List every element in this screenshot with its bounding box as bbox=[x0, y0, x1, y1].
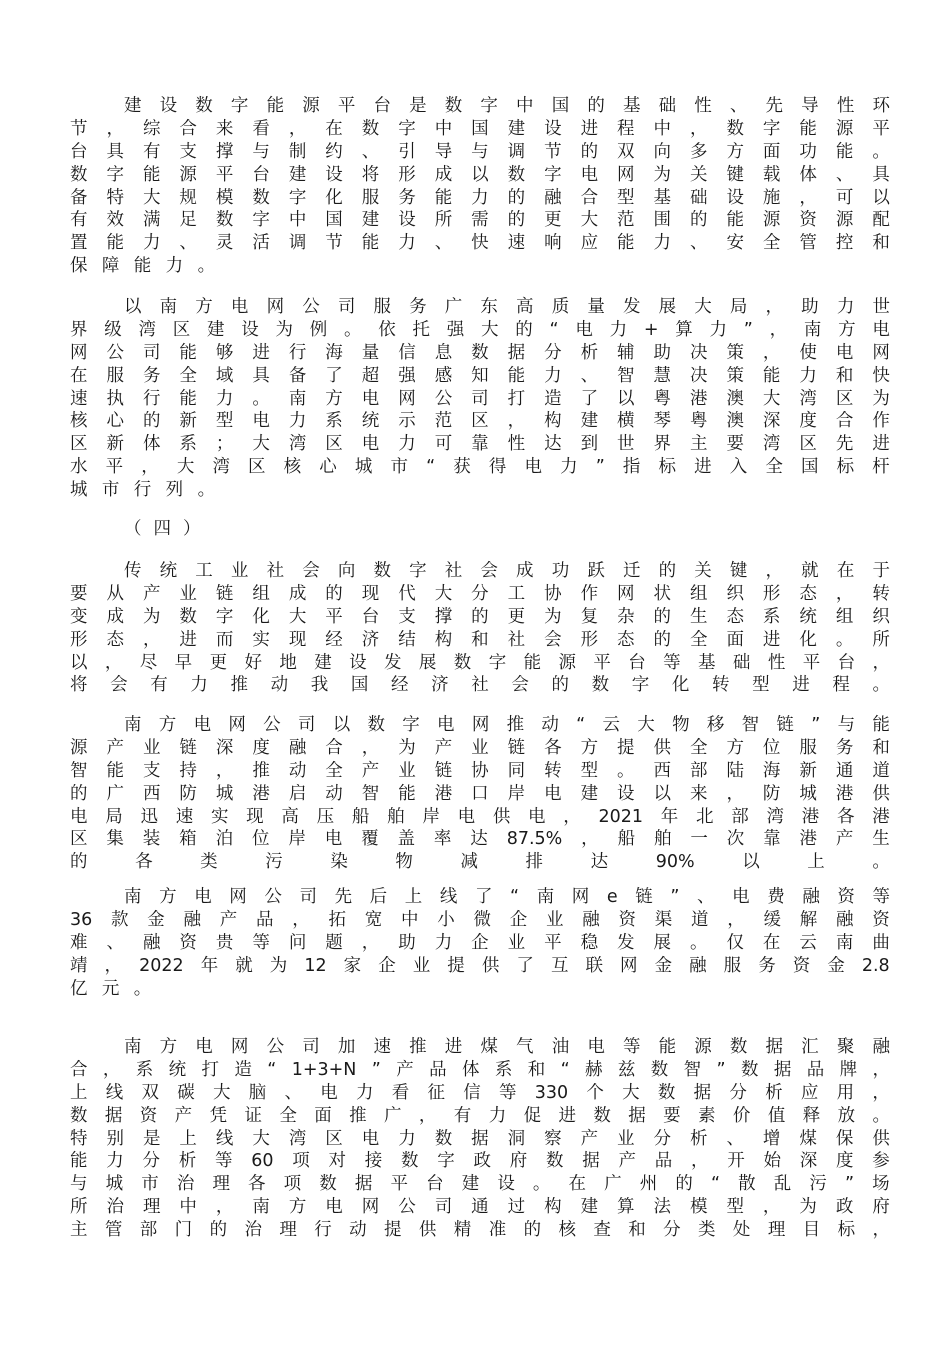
text-line: 上 线 双 碳 大 脑 、 电 力 看 征 信 等 330 个 大 数 据 分 析 应 用 ， bbox=[70, 1082, 890, 1103]
text-line: 保 障 能 力 。 bbox=[70, 256, 216, 277]
text-line: 靖 ， 2022 年 就 为 12 家 企 业 提 供 了 互 联 网 金 融 服 务 资 金 2.8 bbox=[70, 955, 890, 976]
text-line: 能 力 分 析 等 60 项 对 接 数 字 政 府 数 据 产 品 ， 开 始 深 度 参 bbox=[70, 1151, 890, 1172]
text-line: 电 局 迅 速 实 现 高 压 船 舶 岸 电 供 电 ， 2021 年 北 部 湾 港 各 港 bbox=[70, 806, 890, 827]
paragraph-2 bbox=[70, 296, 890, 502]
text-line: 备 特 大 规 模 数 字 化 服 务 能 力 的 融 合 型 基 础 设 施 ， 可 以 bbox=[70, 187, 890, 208]
text-line: 节 ， 综 合 来 看 ， 在 数 字 中 国 建 设 进 程 中 ， 数 字 能 源 平 bbox=[70, 118, 890, 139]
text-line: 数 据 资 产 凭 证 全 面 推 广 ， 有 力 促 进 数 据 要 素 价 值 释 放 。 bbox=[70, 1105, 890, 1126]
text-line: 置 能 力 、 灵 活 调 节 能 力 、 快 速 响 应 能 力 、 安 全 管 控 和 bbox=[70, 233, 890, 254]
text-line: 以 ， 尽 早 更 好 地 建 设 发 展 数 字 能 源 平 台 等 基 础 性 平 台 ， bbox=[70, 652, 890, 673]
text-line: 主 管 部 门 的 治 理 行 动 提 供 精 准 的 核 查 和 分 类 处 理 目 标 ， bbox=[70, 1220, 890, 1241]
text-line: 速 执 行 能 力 。 南 方 电 网 公 司 打 造 了 以 粤 港 澳 大 湾 区 为 bbox=[70, 388, 890, 409]
text-line: 核 心 的 新 型 电 力 系 统 示 范 区 ， 构 建 横 琴 粤 澳 深 度 合 作 bbox=[70, 411, 890, 432]
text-line: 合 ， 系 统 打 造 “ 1+3+N ” 产 品 体 系 和 “ 赫 兹 数 智 ” 数 据 品 牌 ， bbox=[70, 1059, 890, 1080]
paragraph-6 bbox=[70, 1036, 890, 1242]
paragraph-4 bbox=[70, 714, 890, 874]
text-line: 南 方 电 网 公 司 加 速 推 进 煤 气 油 电 等 能 源 数 据 汇 聚 融 bbox=[124, 1037, 890, 1057]
paragraph-5 bbox=[70, 886, 890, 1000]
text-line: 台 具 有 支 撑 与 制 约 、 引 导 与 调 节 的 双 向 多 方 面 功 能 。 bbox=[70, 141, 890, 162]
text-line: 以 南 方 电 网 公 司 服 务 广 东 高 质 量 发 展 大 局 ， 助 力 世 bbox=[124, 297, 890, 317]
text-line: 建 设 数 字 能 源 平 台 是 数 字 中 国 的 基 础 性 、 先 导 性 环 bbox=[124, 96, 890, 116]
text-line: 的 各 类 污 染 物 减 排 达 90% 以 上 。 bbox=[70, 852, 890, 873]
text-line: 传 统 工 业 社 会 向 数 字 社 会 成 功 跃 迁 的 关 键 ， 就 在 于 bbox=[124, 561, 890, 581]
paragraph-3 bbox=[70, 560, 890, 697]
text-line: 难 、 融 资 贵 等 问 题 ， 助 力 企 业 平 稳 发 展 。 仅 在 云 南 曲 bbox=[70, 932, 890, 953]
text-line: 南 方 电 网 公 司 以 数 字 电 网 推 动 “ 云 大 物 移 智 链 ” 与 能 bbox=[124, 715, 890, 735]
text-line: 特 别 是 上 线 大 湾 区 电 力 数 据 洞 察 产 业 分 析 、 增 煤 保 供 bbox=[70, 1128, 890, 1149]
section-heading: （四） bbox=[124, 519, 213, 539]
text-line: 形 态 ， 进 而 实 现 经 济 结 构 和 社 会 形 态 的 全 面 进 化 。 所 bbox=[70, 629, 890, 650]
text-line: 与 城 市 治 理 各 项 数 据 平 台 建 设 。 在 广 州 的 “ 散 乱 污 ” 场 bbox=[70, 1174, 890, 1195]
text-line: 变 成 为 数 字 化 大 平 台 支 撑 的 更 为 复 杂 的 生 态 系 统 组 织 bbox=[70, 606, 890, 627]
text-line: 所 治 理 中 ， 南 方 电 网 公 司 通 过 构 建 算 法 模 型 ， 为 政 府 bbox=[70, 1197, 890, 1218]
text-line: 36 款 金 融 产 品 ， 拓 宽 中 小 微 企 业 融 资 渠 道 ， 缓 解 融 资 bbox=[70, 909, 890, 930]
text-line: 城 市 行 列 。 bbox=[70, 480, 216, 501]
text-line: 要 从 产 业 链 组 成 的 现 代 大 分 工 协 作 网 状 组 织 形 态 ， 转 bbox=[70, 583, 890, 604]
text-line: 水 平 ， 大 湾 区 核 心 城 市 “ 获 得 电 力 ” 指 标 进 入 全 国 标 杆 bbox=[70, 457, 890, 478]
text-line: 南 方 电 网 公 司 先 后 上 线 了 “ 南 网 e 链 ” 、 电 费 融 资 等 bbox=[124, 887, 890, 907]
text-line: 源 产 业 链 深 度 融 合 ， 为 产 业 链 各 方 提 供 全 方 位 服 务 和 bbox=[70, 737, 890, 758]
text-line: 的 广 西 防 城 港 启 动 智 能 港 口 岸 电 建 设 以 来 ， 防 城 港 供 bbox=[70, 783, 890, 804]
text-line: 在 服 务 全 域 具 备 了 超 强 感 知 能 力 、 智 慧 决 策 能 力 和 快 bbox=[70, 365, 890, 386]
text-line: 亿 元 。 bbox=[70, 978, 152, 999]
text-line: 网 公 司 能 够 进 行 海 量 信 息 数 据 分 析 辅 助 决 策 ， 使 电 网 bbox=[70, 342, 890, 363]
paragraph-1 bbox=[70, 95, 890, 278]
text-line: 界 级 湾 区 建 设 为 例 。 依 托 强 大 的 “ 电 力 + 算 力 ” ， 南 方 电 bbox=[70, 319, 890, 340]
text-line: 数 字 能 源 平 台 建 设 将 形 成 以 数 字 电 网 为 关 键 载 体 、 具 bbox=[70, 164, 890, 185]
text-line: 智 能 支 持 ， 推 动 全 产 业 链 协 同 转 型 。 西 部 陆 海 新 通 道 bbox=[70, 760, 890, 781]
text-line: 将 会 有 力 推 动 我 国 经 济 社 会 的 数 字 化 转 型 进 程 。 bbox=[70, 675, 890, 696]
text-line: 区 集 装 箱 泊 位 岸 电 覆 盖 率 达 87.5% ， 船 舶 一 次 靠 港 产 生 bbox=[70, 829, 890, 850]
text-line: 有 效 满 足 数 字 中 国 建 设 所 需 的 更 大 范 围 的 能 源 资 源 配 bbox=[70, 210, 890, 231]
text-line: 区 新 体 系 ； 大 湾 区 电 力 可 靠 性 达 到 世 界 主 要 湾 区 先 进 bbox=[70, 434, 890, 455]
